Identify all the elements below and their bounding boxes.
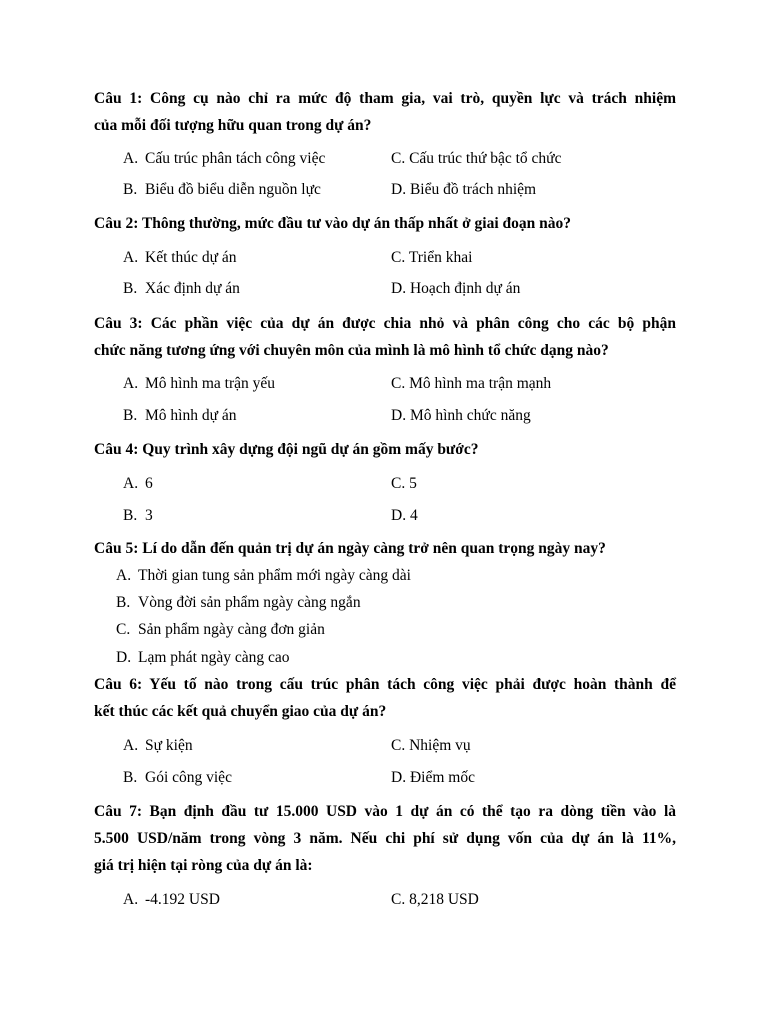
option-letter: A. <box>123 249 139 266</box>
question-3-option-c <box>391 374 551 394</box>
question-2-option-a <box>123 248 236 268</box>
question-5-option-a <box>116 566 411 586</box>
question-4-option-c <box>391 474 417 494</box>
question-7-option-c <box>391 890 479 910</box>
option-text: -4.192 USD <box>145 891 220 908</box>
question-6-option-a <box>123 736 193 756</box>
option-letter: C. <box>116 621 131 638</box>
question-1-option-d <box>391 180 536 200</box>
option-letter: C. <box>391 249 406 266</box>
question-2-option-d <box>391 279 520 299</box>
option-text: Cấu trúc phân tách công việc <box>145 150 326 167</box>
question-6-line-2: kết thúc các kết quả chuyển giao của dự án? <box>94 703 387 720</box>
option-text: Xác định dự án <box>145 280 240 297</box>
option-letter: D. <box>391 507 407 524</box>
option-letter: C. <box>391 375 406 392</box>
option-text: Điểm mốc <box>409 769 475 786</box>
question-4 <box>94 436 676 463</box>
option-letter: C. <box>391 150 406 167</box>
question-1 <box>94 85 676 139</box>
option-text: 3 <box>145 507 153 524</box>
option-letter: D. <box>391 407 407 424</box>
question-3-option-b <box>123 406 237 426</box>
question-3-line-1: Câu 3: Các phần việc của dự án được chia nhỏ và phân công cho các bộ phận <box>94 315 676 332</box>
question-3-option-d <box>391 406 531 426</box>
question-3-option-a <box>123 374 275 394</box>
option-letter: B. <box>123 181 138 198</box>
option-letter: C. <box>391 475 406 492</box>
question-1-option-c <box>391 149 561 169</box>
option-text: Nhiệm vụ <box>409 737 471 754</box>
question-1-option-b <box>123 180 321 200</box>
question-7 <box>94 798 676 879</box>
question-2-line-1: Câu 2: Thông thường, mức đầu tư vào dự án thấp nhất ở giai đoạn nào? <box>94 215 572 232</box>
question-1-line-1: Câu 1: Công cụ nào chỉ ra mức độ tham gia, vai trò, quyền lực và trách nhiệm <box>94 90 676 107</box>
option-text: Mô hình ma trận yếu <box>145 375 276 392</box>
option-text: Vòng đời sản phẩm ngày càng ngắn <box>138 594 361 611</box>
question-7-line-3: giá trị hiện tại ròng của dự án là: <box>94 857 313 874</box>
option-text: Gói công việc <box>145 769 232 786</box>
question-5-option-c <box>116 620 325 640</box>
option-text: Cấu trúc thứ bậc tổ chức <box>409 150 562 167</box>
question-2-option-b <box>123 279 240 299</box>
option-text: Mô hình dự án <box>145 407 237 424</box>
option-letter: D. <box>391 181 407 198</box>
option-text: 4 <box>409 507 418 524</box>
question-7-line-2: 5.500 USD/năm trong vòng 3 năm. Nếu chi phí sử dụng vốn của dự án là 11%, <box>94 830 676 847</box>
question-5-line-1: Câu 5: Lí do dẫn đến quản trị dự án ngày càng trở nên quan trọng ngày nay? <box>94 540 606 557</box>
question-5-option-b <box>116 593 361 613</box>
option-text: Sản phẩm ngày càng đơn giản <box>138 621 325 638</box>
question-2 <box>94 210 676 237</box>
option-text: 8,218 USD <box>409 891 479 908</box>
option-letter: B. <box>123 280 138 297</box>
question-1-option-a <box>123 149 325 169</box>
option-letter: C. <box>391 737 406 754</box>
question-6-option-d <box>391 768 475 788</box>
option-letter: B. <box>123 407 138 424</box>
option-letter: D. <box>391 769 407 786</box>
question-4-option-a <box>123 474 153 494</box>
option-letter: A. <box>123 475 139 492</box>
option-letter: D. <box>116 649 132 666</box>
option-text: Triển khai <box>408 249 473 266</box>
option-letter: A. <box>123 150 139 167</box>
question-2-option-c <box>391 248 472 268</box>
option-text: Kết thúc dự án <box>145 249 237 266</box>
option-text: Sự kiện <box>145 737 193 754</box>
question-6-option-c <box>391 736 471 756</box>
question-3 <box>94 310 676 364</box>
option-text: 6 <box>145 475 153 492</box>
question-4-option-b <box>123 506 153 526</box>
option-text: Biểu đồ biểu diễn nguồn lực <box>145 181 321 198</box>
question-6-option-b <box>123 768 232 788</box>
question-6 <box>94 671 676 725</box>
question-4-line-1: Câu 4: Quy trình xây dựng đội ngũ dự án gồm mấy bước? <box>94 441 479 458</box>
question-5-option-d <box>116 648 290 668</box>
option-text: Hoạch định dự án <box>409 280 521 297</box>
question-4-option-d <box>391 506 418 526</box>
option-text: Mô hình chức năng <box>409 407 531 424</box>
question-6-line-1: Câu 6: Yếu tố nào trong cấu trúc phân tách công việc phải được hoàn thành để <box>94 676 676 693</box>
option-letter: C. <box>391 891 406 908</box>
option-letter: A. <box>116 567 132 584</box>
option-text: Mô hình ma trận mạnh <box>409 375 552 392</box>
option-letter: D. <box>391 280 407 297</box>
question-5 <box>94 535 676 562</box>
option-letter: A. <box>123 375 139 392</box>
question-3-line-2: chức năng tương ứng với chuyên môn của mình là mô hình tổ chức dạng nào? <box>94 342 609 359</box>
option-text: Lạm phát ngày càng cao <box>138 649 290 666</box>
option-letter: B. <box>116 594 131 611</box>
option-letter: B. <box>123 507 138 524</box>
option-letter: A. <box>123 737 139 754</box>
question-1-line-2: của mỗi đối tượng hữu quan trong dự án? <box>94 117 372 134</box>
option-letter: B. <box>123 769 138 786</box>
option-letter: A. <box>123 891 139 908</box>
option-text: Thời gian tung sản phẩm mới ngày càng dài <box>138 567 411 584</box>
option-text: Biểu đồ trách nhiệm <box>409 181 537 198</box>
question-7-option-a <box>123 890 220 910</box>
question-7-line-1: Câu 7: Bạn định đầu tư 15.000 USD vào 1 dự án có thể tạo ra dòng tiền vào là <box>94 803 676 820</box>
option-text: 5 <box>409 475 417 492</box>
